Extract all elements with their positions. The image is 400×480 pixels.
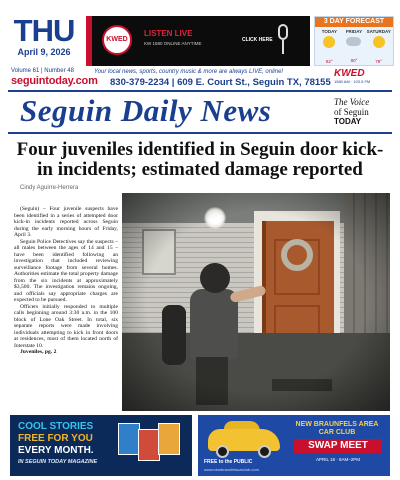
issue-date: April 9, 2026 xyxy=(17,47,71,57)
forecast-widget[interactable] xyxy=(314,16,394,66)
date-box xyxy=(8,14,80,64)
magazine-cover-image xyxy=(158,423,180,455)
voice-line-1: The Voice xyxy=(334,97,370,107)
click-here-link[interactable]: CLICK HERE xyxy=(242,37,273,43)
paper-nameplate: Seguin Daily News xyxy=(20,93,272,128)
microphone-icon xyxy=(278,24,288,40)
sun-icon xyxy=(373,36,385,48)
forecast-day-name: FRIDAY xyxy=(345,29,363,34)
forecast-day-name: TODAY xyxy=(321,29,337,34)
forecast-day xyxy=(317,29,341,68)
forecast-day-name: SATURDAY xyxy=(366,29,391,34)
ad-stripe xyxy=(86,16,92,66)
forecast-temp: 78° xyxy=(375,59,383,64)
article-byline: Cindy Aguirre-Herrera xyxy=(20,185,79,191)
article-paragraph: (Seguin) – Four juvenile suspects have been identified in a series of attempted door kick-in incidents reported across Seguin during the early morning hours of Friday, April 3. xyxy=(14,206,118,238)
magazine-cover-image xyxy=(138,429,160,461)
cloud-icon xyxy=(346,37,361,46)
doorbell-camera-photo xyxy=(122,193,390,411)
day-of-week: THU xyxy=(13,13,75,48)
swap-free-label: FREE to the PUBLIC xyxy=(204,459,253,465)
article-paragraph: Officers initially responded to multiple calls beginning around 3:30 a.m. in the 100 block of Lone Oak Street. In total, six separate reports were made involving individuals attempting to kick in front doors at residences, most of them located north of Interstate 10. xyxy=(14,303,118,349)
kwed-badge-logo: KWED xyxy=(334,68,365,79)
kwed-badge[interactable] xyxy=(334,68,376,86)
masthead-rule-bottom xyxy=(8,132,392,134)
microphone-stand xyxy=(282,40,284,54)
masthead xyxy=(0,0,400,128)
ad-line-every-month: EVERY MONTH. xyxy=(18,445,94,456)
article-headline: Four juveniles identified in Seguin door kick-in incidents; estimated damage reported xyxy=(16,139,384,180)
sun-icon xyxy=(323,36,335,48)
ad-line-free-for-you: FREE FOR YOU xyxy=(18,433,93,444)
forecast-days xyxy=(315,27,393,68)
ad-line-cool-stories: COOL STORIES xyxy=(18,421,94,432)
voice-line-2: of Seguin xyxy=(334,107,369,117)
forecast-title: 3 DAY FORECAST xyxy=(315,17,393,27)
kwed-logo xyxy=(102,25,132,55)
seguin-today-magazine-ad[interactable] xyxy=(10,415,192,476)
kwed-badge-freq: 1580 AM · 103.5 FM xyxy=(334,79,371,84)
forecast-day xyxy=(342,29,366,68)
volume-number: Volume 61 | Number 48 xyxy=(11,68,74,74)
article-body xyxy=(14,206,118,356)
listen-live-label: LISTEN LIVE xyxy=(144,29,193,38)
magazine-cover-image xyxy=(118,423,140,455)
car-club-swap-meet-ad[interactable] xyxy=(198,415,390,476)
voice-line-3: TODAY xyxy=(334,117,362,126)
fisheye-vignette xyxy=(122,193,390,411)
listen-live-ad[interactable] xyxy=(86,16,310,66)
masthead-rule-top xyxy=(8,90,392,92)
car-wheel xyxy=(216,445,229,458)
forecast-temp: 82° xyxy=(325,59,333,64)
ad-line-magazine: IN SEGUIN TODAY MAGAZINE xyxy=(18,459,98,465)
swap-date: APRIL 18 · 8AM–2PM xyxy=(315,457,361,462)
article-paragraph: Seguin Police Detectives say the suspects –all males between the ages of 14 and 15 – have been identified following an investigation that included reviewing surveillance footage from several homes. Authorities estimate the total property damage from the six incidents at approximately $3,500. The investigation remains ongoing, and officials say appropriate charges are expected to be pursued. xyxy=(14,238,118,303)
car-wheel xyxy=(258,445,271,458)
swap-meet-label: SWAP MEET xyxy=(294,439,382,453)
voice-of-seguin xyxy=(334,97,396,127)
kwed-logo-text: KWED xyxy=(106,36,128,43)
article-jump-link[interactable]: Juveniles, pg. 2 xyxy=(20,349,57,355)
website-link[interactable]: seguintoday.com xyxy=(11,75,98,87)
tagline: Your local news, sports, country music & more are always LIVE, online! xyxy=(94,69,284,75)
swap-website: www.newbraunfelscarclub.com xyxy=(204,467,259,472)
forecast-temp: 80° xyxy=(350,58,358,63)
swap-club-title: NEW BRAUNFELS AREA CAR CLUB xyxy=(295,421,379,436)
forecast-day xyxy=(367,29,391,68)
contact-line: 830-379-2234 | 609 E. Court St., Seguin TX, 78155 xyxy=(110,77,331,88)
listen-sub-label: KW 1580 ONLINE ANYTIME xyxy=(144,41,202,46)
